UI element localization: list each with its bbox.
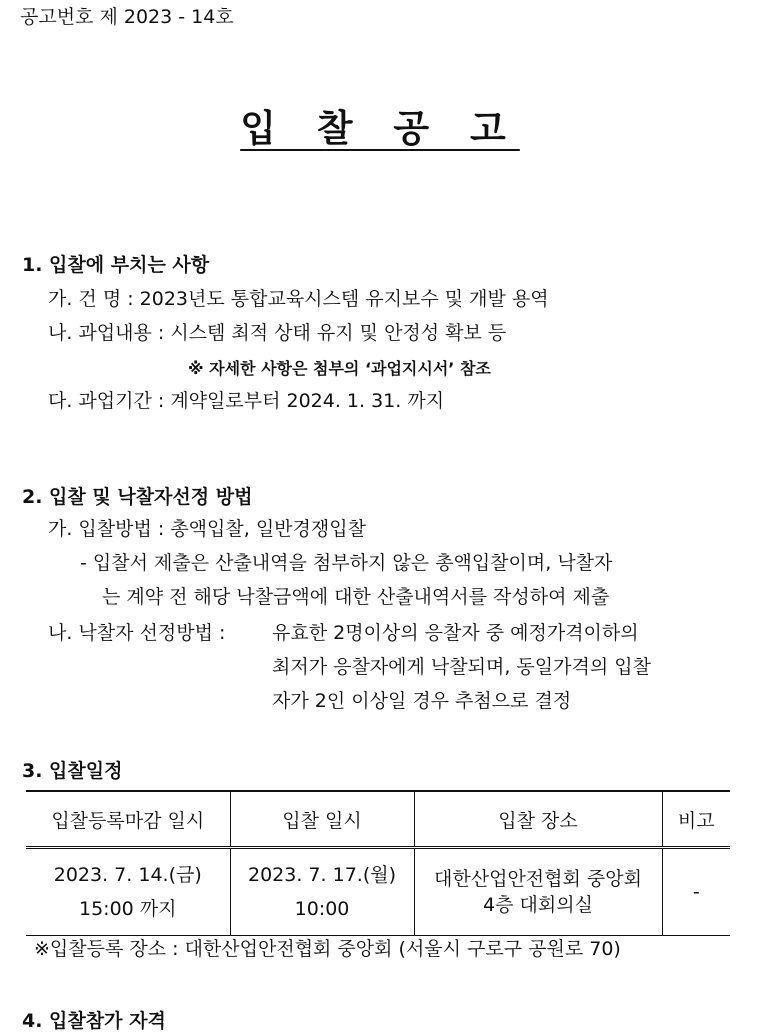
cell-bid-datetime [230, 848, 414, 936]
section-2-heading: 2. 입찰 및 낙찰자선정 방법 [22, 486, 253, 508]
selection-method-line-3: 자가 2인 이상일 경우 추첨으로 결정 [272, 690, 572, 712]
header-remark: 비고 [662, 791, 730, 848]
reference-note: ※ 자세한 사항은 첨부의 ‘과업지시서’ 참조 [188, 359, 491, 378]
registration-place-note: ※입찰등록 장소 : 대한산업안전협회 중앙회 (서울시 구로구 공원로 70) [34, 938, 621, 960]
page-title [0, 98, 760, 152]
bid-date: 2023. 7. 17.(월) [248, 864, 396, 886]
section-3-heading: 3. 입찰일정 [22, 760, 123, 782]
selection-method-line-2: 최저가 응찰자에게 낙찰되며, 동일가격의 입찰 [272, 656, 651, 678]
table-header-row [26, 791, 730, 848]
table-row [26, 848, 730, 936]
header-bid-datetime: 입찰 일시 [230, 791, 414, 848]
project-name: 가. 건 명 : 2023년도 통합교육시스템 유지보수 및 개발 용역 [48, 288, 549, 310]
task-content: 나. 과업내용 : 시스템 최적 상태 유지 및 안정성 확보 등 [48, 322, 507, 344]
cell-deadline [26, 848, 230, 936]
bid-time: 10:00 [294, 898, 350, 920]
cell-remark: - [662, 848, 730, 936]
section-4-heading: 4. 입찰참가 자격 [22, 1010, 166, 1032]
task-period: 다. 과업기간 : 계약일로부터 2024. 1. 31. 까지 [48, 390, 445, 412]
bid-place-org: 대한산업안전협회 중앙회 [434, 868, 642, 890]
deadline-date: 2023. 7. 14.(금) [53, 864, 202, 886]
page-title-text: 입 찰 공 고 [240, 107, 520, 150]
selection-method-line-1: 유효한 2명이상의 응찰자 중 예정가격이하의 [272, 622, 639, 644]
bid-schedule-table-wrapper [26, 790, 730, 936]
selection-method-label: 나. 낙찰자 선정방법 : [48, 622, 226, 644]
header-deadline: 입찰등록마감 일시 [26, 791, 230, 848]
header-bid-place: 입찰 장소 [414, 791, 662, 848]
cell-bid-place [414, 848, 662, 936]
bid-method-detail-line-2: 는 계약 전 해당 낙찰금액에 대한 산출내역서를 작성하여 제출 [102, 586, 610, 608]
section-1-heading: 1. 입찰에 부치는 사항 [22, 254, 210, 276]
bid-method-detail-line-1: - 입찰서 제출은 산출내역을 첨부하지 않은 총액입찰이며, 낙찰자 [80, 552, 613, 574]
deadline-time: 15:00 까지 [78, 898, 177, 920]
bid-schedule-table [26, 790, 730, 936]
bid-method: 가. 입찰방법 : 총액입찰, 일반경쟁입찰 [48, 518, 366, 540]
notice-number: 공고번호 제 2023 - 14호 [20, 6, 234, 28]
bid-place-room: 4층 대회의실 [483, 894, 593, 916]
